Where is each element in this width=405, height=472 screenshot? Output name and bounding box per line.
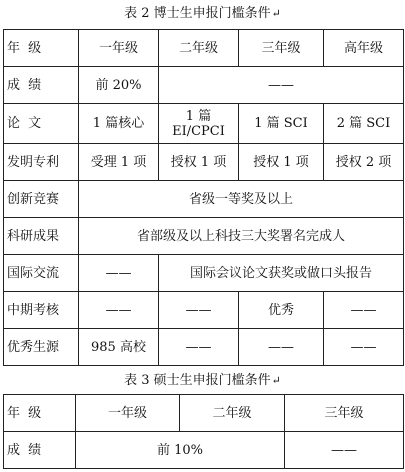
table-cell-merged: 国际会议论文获奖或做口头报告 bbox=[159, 255, 404, 292]
table3-master-thresholds bbox=[3, 394, 404, 469]
row-label: 国际交流 bbox=[4, 255, 79, 292]
table-row bbox=[4, 67, 404, 104]
table-row bbox=[4, 144, 404, 181]
paragraph-mark-icon: ↵ bbox=[271, 374, 281, 387]
table-cell: —— bbox=[239, 329, 324, 366]
table-cell: —— bbox=[159, 292, 239, 329]
table-cell-merged: 前 10% bbox=[76, 432, 285, 469]
table3-caption bbox=[0, 372, 405, 390]
table-cell: —— bbox=[79, 292, 159, 329]
table-cell bbox=[159, 104, 239, 144]
paragraph-mark-icon: ↵ bbox=[271, 7, 281, 20]
column-header: 二年级 bbox=[180, 395, 285, 432]
column-header: 一年级 bbox=[79, 30, 159, 67]
table-cell: —— bbox=[324, 292, 404, 329]
table-cell: 优秀 bbox=[239, 292, 324, 329]
table-cell-merged: 省部级及以上科技三大奖署名完成人 bbox=[79, 218, 404, 255]
row-label: 年 级 bbox=[4, 395, 76, 432]
table-cell: 授权 2 项 bbox=[324, 144, 404, 181]
table-row bbox=[4, 104, 404, 144]
row-label: 科研成果 bbox=[4, 218, 79, 255]
column-header: 三年级 bbox=[239, 30, 324, 67]
cell-line: EI/CPCI bbox=[172, 123, 225, 139]
row-label: 中期考核 bbox=[4, 292, 79, 329]
table-cell: 前 20% bbox=[79, 67, 159, 104]
table-cell: 985 高校 bbox=[79, 329, 159, 366]
table-row bbox=[4, 255, 404, 292]
table-cell: 1 篇核心 bbox=[79, 104, 159, 144]
table-cell: —— bbox=[159, 329, 239, 366]
table-cell: —— bbox=[324, 329, 404, 366]
table-cell-merged: —— bbox=[159, 67, 404, 104]
table-row bbox=[4, 432, 404, 469]
row-label: 论 文 bbox=[4, 104, 79, 144]
table2-caption bbox=[0, 5, 405, 23]
row-label: 年 级 bbox=[4, 30, 79, 67]
column-header: 一年级 bbox=[76, 395, 180, 432]
table2-header-row bbox=[4, 30, 404, 67]
table-cell: 受理 1 项 bbox=[79, 144, 159, 181]
table-cell: 2 篇 SCI bbox=[324, 104, 404, 144]
table3-header-row bbox=[4, 395, 404, 432]
table-row bbox=[4, 218, 404, 255]
column-header: 三年级 bbox=[285, 395, 404, 432]
table-cell: 授权 1 项 bbox=[159, 144, 239, 181]
row-label: 成 绩 bbox=[4, 432, 76, 469]
table2-doctoral-thresholds bbox=[3, 29, 404, 366]
row-label: 优秀生源 bbox=[4, 329, 79, 366]
column-header: 二年级 bbox=[159, 30, 239, 67]
table-cell: —— bbox=[79, 255, 159, 292]
table-cell: 1 篇 SCI bbox=[239, 104, 324, 144]
cell-line: 1 篇 bbox=[185, 108, 212, 124]
row-label: 创新竞赛 bbox=[4, 181, 79, 218]
table-row bbox=[4, 292, 404, 329]
table2-caption-text: 表 2 博士生申报门槛条件 bbox=[124, 6, 271, 21]
table3-caption-text: 表 3 硕士生申报门槛条件 bbox=[124, 373, 271, 388]
table-cell: —— bbox=[285, 432, 404, 469]
row-label: 成 绩 bbox=[4, 67, 79, 104]
table-row bbox=[4, 329, 404, 366]
column-header: 高年级 bbox=[324, 30, 404, 67]
table-cell-merged: 省级一等奖及以上 bbox=[79, 181, 404, 218]
table-cell: 授权 1 项 bbox=[239, 144, 324, 181]
table-row bbox=[4, 181, 404, 218]
row-label: 发明专利 bbox=[4, 144, 79, 181]
